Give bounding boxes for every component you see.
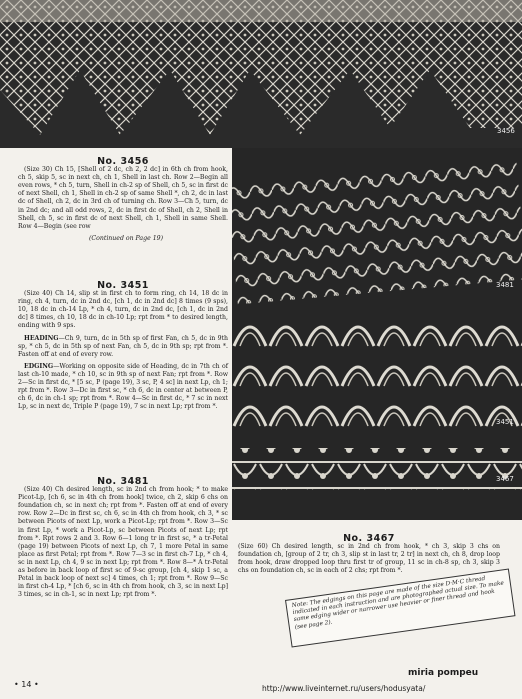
title-3451: No. 3451 — [97, 280, 149, 291]
lace-photo-right — [232, 148, 522, 520]
source-url: http://www.liveinternet.ru/users/hodusyata/ — [262, 684, 426, 693]
section-3481 — [18, 478, 228, 603]
page-number: • 14 • — [14, 680, 39, 689]
label-3481: 3481 — [496, 281, 514, 289]
continued-note: (Continued on Page 19) — [88, 234, 163, 242]
instructions-3467: (Size 60) Ch desired length, sc in 2nd ch from hook, * ch 3, skip 3 chs on foundation ch, [group of 2 tr, ch 3, slip st in last tr, 2 tr] in next ch, ch 8, drop loop from hook, draw dropped loop thru first tr of group, 11 sc in ch-8 sp, ch 3, skip 3 chs on foundation ch, sc in each of 2 chs; rpt from *. — [238, 543, 500, 575]
section-3456 — [18, 158, 228, 247]
thread-note: Note: The edgings on this page are made of the size D·M·C thread indicated in each instruction and are photographed actual size. To make same edging wider or narrower use heavier or finer thread and hook (see page 2). — [285, 569, 515, 648]
instructions-3481: (Size 40) Ch desired length, sc in 2nd ch from hook; * to make Picot-Lp, [ch 6, sc in 4th ch from hook] twice, ch 2, skip 6 chs on foundation ch, sc in next ch; rpt from *. Fasten off at end of every row. Row 2—Dc in first sc, ch 6, sc in 4th ch from hook, ch 3, * sc between Picots of next Lp, work a Picot-Lp; rpt from *. Row 3—Sc in first Lp, * work a Picot-Lp, sc between Picots of next Lp; rpt from *. Rpt rows 2 and 3. Row 6—1 long tr in first sc, * a tr-Petal (page 19) between Picots of next Lp, ch 7, 1 more Petal in same place as first Petal; rpt from *. Row 7—3 sc in first ch-7 Lp, * ch 4, sc in next Lp, ch 4, 9 sc in next Lp; rpt from *. Row 8—* A tr-Petal as before in back loop of first sc of 9-sc group, [ch 4, skip 1 sc, a Petal in back loop of next sc] 4 times, ch 1; rpt from *. Row 9—Sc in first ch-4 Lp, * [ch 6, sc in 4th ch from hook, ch 3, sc in next Lp] 3 times, sc in ch-1, sc in next Lp; rpt from *. — [18, 486, 228, 599]
lace-pattern-stack — [232, 148, 522, 520]
section-3467 — [238, 535, 500, 575]
lace-pattern-3456 — [0, 0, 522, 148]
credit: miria pompeu — [408, 668, 479, 678]
section-3451 — [18, 282, 228, 415]
heading-paragraph — [18, 335, 228, 359]
label-3451: 3451 — [496, 418, 514, 426]
title-3456: No. 3456 — [97, 156, 149, 167]
lace-photo-3456 — [0, 0, 522, 148]
instructions-3456: (Size 30) Ch 15, [Shell of 2 dc, ch 2, 2 dc] in 6th ch from hook, ch 5, skip 5, sc in next ch, ch 1, Shell in last ch. Row 2—Begin all even rows, * ch 5, turn, Shell in ch-2 sp of Shell, ch 5, sc in first dc of next Shell, ch 1, Shell in ch-2 sp of same Shell *, ch 2, dc in last dc of Shell, ch 2, dc in 3rd ch of turning ch. Row 3—Ch 5, turn, dc in 2nd dc; and all odd rows, 2, dc in first dc of Shell, ch 2, Shell in Shell, ch 5, sc in first dc of next Shell, ch 1, Shell in same Shell. Row 4—Begin (see row — [18, 166, 228, 230]
edging-paragraph — [18, 363, 228, 412]
heading-label: HEADING — [24, 334, 59, 342]
title-3481: No. 3481 — [97, 476, 149, 487]
edging-label: EDGING — [24, 362, 54, 370]
label-3467: 3467 — [496, 475, 514, 483]
title-3467: No. 3467 — [343, 533, 395, 544]
instructions-3451: (Size 40) Ch 14, slip st in first ch to form ring, ch 14, 18 dc in ring, ch 4, turn, dc in 2nd dc, [ch 1, dc in 2nd dc] 8 times (9 sps), 10, 18 dc in ch-14 Lp, * ch 4, turn, dc in 2nd dc, [ch 1, dc in 2nd dc] 8 times, ch 10, 18 dc in ch-10 Lp; rpt from * to desired length, ending with 9 sps. — [18, 290, 228, 330]
edging-text: —Working on opposite side of Heading, dc in 7th ch of last ch-10 made, * ch 10, sc in 9th sp of next Fan; rpt from *. Row 2—Sc in first dc, * [5 sc, P (page 19), 3 sc, P, 4 sc] in next Lp, ch 1; rpt from *. Row 3—Dc in first sc, * ch 6, dc in center at between P, ch 6, dc in ch-1 sp; rpt from *. Row 4—Sc in first dc, * 7 sc in next Lp, sc in next dc, Triple P (page 19), 7 sc in next Lp; rpt from *. — [18, 362, 228, 411]
heading-text: —Ch 9, turn, dc in 5th sp of first Fan, ch 5, dc in 9th sp, * ch 5, dc in 5th sp of next Fan, ch 5, dc in 9th sp; rpt from *. Fasten off at end of every row. — [18, 334, 228, 358]
label-3456: 3456 — [497, 127, 515, 135]
